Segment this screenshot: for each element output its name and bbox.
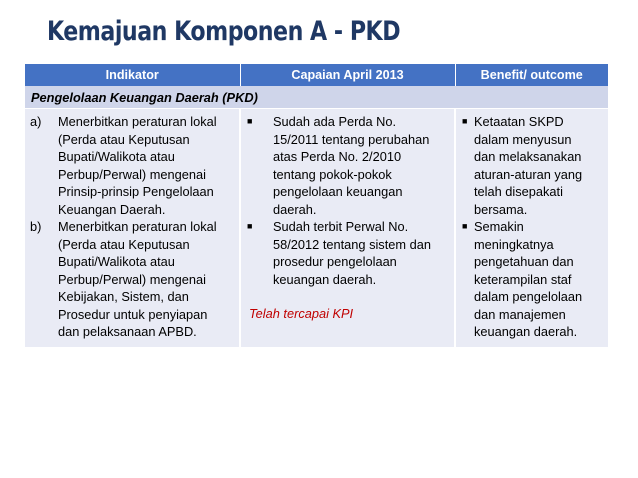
progress-table	[25, 64, 608, 347]
list-item	[245, 113, 450, 218]
text-line: Menerbitkan peraturan lokal	[58, 219, 217, 234]
text-line: telah disepakati	[474, 184, 563, 199]
header-indikator: Indikator	[25, 64, 240, 86]
text-line: 15/2011 tentang perubahan	[273, 131, 430, 147]
text-line: (Perda atau Keputusan	[58, 131, 190, 147]
text-line: dan manajemen	[474, 306, 566, 322]
text-line: 58/2012 tentang sistem dan	[273, 236, 431, 252]
text-line: bersama.	[474, 201, 528, 217]
item-text	[474, 218, 582, 341]
text-line: Sudah terbit Perwal No.	[273, 219, 409, 234]
square-bullet-icon: ■	[247, 221, 253, 231]
text-line: dalam pengelolaan	[474, 289, 583, 304]
capaian-cell	[240, 109, 455, 347]
text-line: prosedur pengelolaan	[273, 254, 397, 269]
square-bullet-icon: ■	[247, 116, 253, 126]
text-line: pengelolaan keuangan	[273, 184, 403, 199]
text-line: Ketaatan SKPD	[474, 114, 564, 129]
text-line: Prosedur untuk penyiapan	[58, 306, 208, 322]
text-line: Menerbitkan peraturan lokal	[58, 114, 217, 129]
text-line: dan pelaksanaan APBD.	[58, 324, 197, 339]
benefit-cell	[455, 109, 608, 347]
page-title: Kemajuan Komponen A - PKD	[47, 16, 401, 47]
text-line: atas Perda No. 2/2010	[273, 149, 402, 164]
square-bullet-icon: ■	[462, 116, 468, 126]
item-text	[58, 113, 217, 218]
table-header-row	[25, 64, 608, 86]
indicator-list	[29, 113, 235, 341]
list-item	[460, 113, 604, 218]
table-row	[25, 109, 608, 347]
list-item	[29, 113, 235, 218]
text-line: Bupati/Walikota atau	[58, 149, 175, 164]
item-text	[58, 218, 217, 341]
text-line: Kebijakan, Sistem, dan	[58, 289, 189, 304]
item-text	[273, 113, 429, 218]
text-line: (Perda atau Keputusan	[58, 236, 190, 252]
text-line: Perbup/Perwal) mengenai	[58, 166, 206, 182]
text-line: Prinsip-prinsip Pengelolaan	[58, 184, 214, 199]
text-line: meningkatnya	[474, 236, 554, 252]
section-row	[25, 86, 608, 109]
text-line: daerah.	[273, 201, 317, 217]
text-line: pengetahuan dan	[474, 254, 574, 269]
benefit-list	[460, 113, 604, 341]
header-capaian: Capaian April 2013	[240, 64, 455, 86]
item-text	[474, 113, 582, 218]
indikator-cell	[25, 109, 240, 347]
kpi-note: Telah tercapai KPI	[249, 306, 354, 321]
item-marker: a)	[30, 114, 42, 129]
achievement-list	[245, 113, 450, 288]
text-line: Keuangan Daerah.	[58, 201, 166, 217]
header-benefit: Benefit/ outcome	[455, 64, 608, 86]
list-item	[245, 218, 450, 288]
section-title: Pengelolaan Keuangan Daerah (PKD)	[25, 86, 608, 109]
text-line: Bupati/Walikota atau	[58, 254, 175, 269]
text-line: dan melaksanakan	[474, 149, 582, 164]
text-line: Semakin	[474, 219, 524, 234]
text-line: keuangan daerah.	[273, 271, 377, 287]
text-line: aturan-aturan yang	[474, 166, 583, 182]
text-line: Sudah ada Perda No.	[273, 114, 397, 129]
text-line: keuangan daerah.	[474, 324, 578, 339]
text-line: tentang pokok-pokok	[273, 166, 392, 182]
square-bullet-icon: ■	[462, 221, 468, 231]
list-item	[29, 218, 235, 341]
list-item	[460, 218, 604, 341]
text-line: Perbup/Perwal) mengenai	[58, 271, 206, 287]
text-line: dalam menyusun	[474, 131, 572, 147]
item-text	[273, 218, 431, 288]
text-line: keterampilan staf	[474, 271, 572, 287]
item-marker: b)	[30, 219, 42, 234]
